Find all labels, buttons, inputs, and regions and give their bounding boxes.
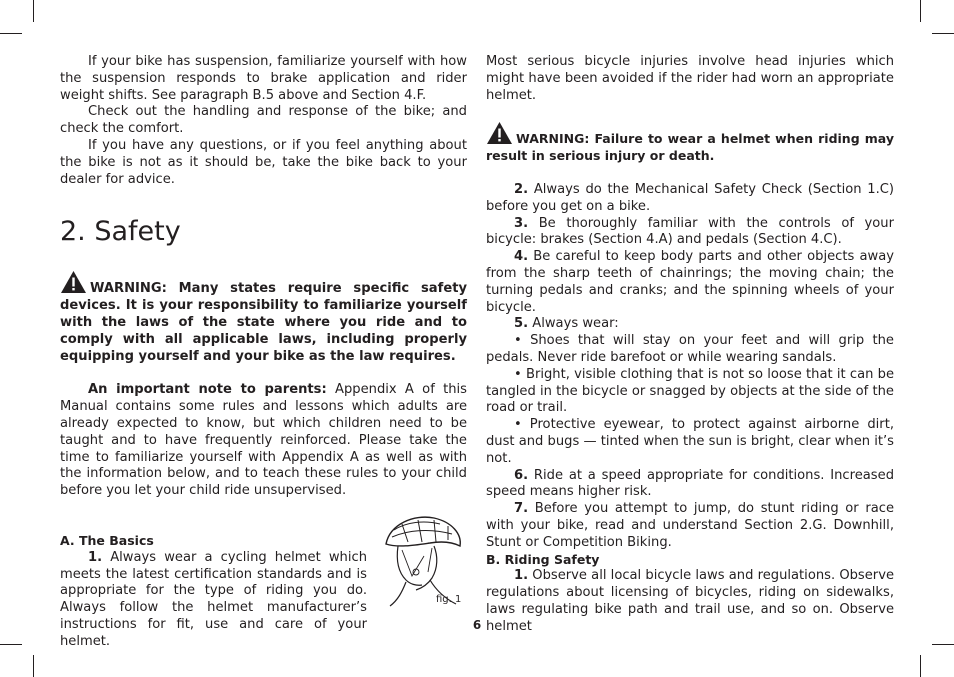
item-text: Ride at a speed appropriate for conditions. Increased speed means higher risk. bbox=[486, 467, 894, 500]
item-number: 1. bbox=[88, 549, 103, 565]
paragraph: If you have any questions, or if you feel anything about the bike is not as it should be, take the bike back to your dealer for advice. bbox=[60, 137, 467, 187]
paragraph: If your bike has suspension, familiarize yourself with how the suspension responds to brake application and rider weight shifts. See paragraph B.5 above and Section 4.F. bbox=[60, 54, 467, 103]
crop-mark bbox=[0, 33, 22, 34]
right-column bbox=[486, 54, 894, 636]
item-text: Be thoroughly familiar with the controls of your bicycle: brakes (Section 4.A) and pedals (Section 4.C). bbox=[486, 215, 894, 248]
warning-triangle-icon bbox=[60, 270, 87, 294]
warning-text: WARNING: Failure to wear a helmet when riding may result in serious injury or death. bbox=[486, 131, 894, 164]
subsection-heading: B. Riding Safety bbox=[486, 551, 600, 567]
paragraph: Most serious bicycle injuries involve head injuries which might have been avoided if the rider had worn an appropriate helmet. bbox=[486, 54, 894, 103]
spacer bbox=[486, 165, 894, 182]
crop-mark bbox=[33, 655, 34, 677]
item-number: 1. bbox=[514, 568, 529, 584]
list-item bbox=[486, 316, 894, 333]
parents-text: Appendix A of this Manual contains some rules and lessons which adults are already expected to know, but which children need to be taught and to have frequently reinforced. Please take the time to familiarize yourself with Appendix A as well as with the information below, and to teach these rules to your child before you let your child ride unsupervised. bbox=[60, 382, 467, 499]
spacer bbox=[486, 104, 894, 121]
subsection-heading: A. The Basics bbox=[60, 532, 154, 548]
crop-mark bbox=[920, 0, 921, 22]
section-heading: 2. Safety bbox=[60, 216, 181, 248]
warning-paragraph bbox=[486, 121, 894, 165]
item-text: Always wear: bbox=[528, 316, 619, 332]
bullet-item: • Protective eyewear, to protect against airborne dirt, dust and bugs — tinted when the sun is bright, clear when it’s not. bbox=[486, 417, 894, 466]
item-number: 6. bbox=[514, 467, 529, 483]
list-item bbox=[486, 216, 894, 250]
item-text: Always do the Mechanical Safety Check (Section 1.C) before you get on a bike. bbox=[486, 181, 894, 214]
item-number: 4. bbox=[514, 249, 529, 265]
warning-triangle-icon bbox=[486, 121, 513, 145]
item-text: Before you attempt to jump, do stunt riding or race with your bike, read and understand Section 2.G. Downhill, Stunt or Competition Biking. bbox=[486, 501, 894, 550]
parents-label: An important note to parents: bbox=[88, 382, 327, 398]
spacer bbox=[60, 365, 467, 382]
crop-mark bbox=[920, 655, 921, 677]
parents-note bbox=[60, 382, 467, 500]
page-number: 6 bbox=[472, 618, 482, 632]
warning-text: WARNING: Many states require specific safety devices. It is your responsibility to familiarize yourself with the laws of the state where you ride and to comply with all applicable laws, including properly equipping yourself and your bike as the law requires. bbox=[60, 281, 467, 364]
crop-mark bbox=[932, 33, 954, 34]
list-item bbox=[486, 182, 894, 216]
paragraph: Check out the handling and response of the bike; and check the comfort. bbox=[60, 104, 467, 137]
list-item bbox=[486, 249, 894, 316]
list-item bbox=[60, 550, 367, 651]
bullet-item: • Bright, visible clothing that is not so loose that it can be tangled in the bicycle or snagged by objects at the side of the road or trail. bbox=[486, 366, 894, 416]
figure-label: fig. 1 bbox=[436, 594, 462, 605]
bullet-item: • Shoes that will stay on your feet and will grip the pedals. Never ride barefoot or while wearing sandals. bbox=[486, 333, 894, 365]
crop-mark bbox=[932, 644, 954, 645]
crop-mark bbox=[33, 0, 34, 22]
item-number: 3. bbox=[514, 215, 529, 231]
crop-mark bbox=[0, 644, 22, 645]
item-text: Observe all local bicycle laws and regulations. Observe regulations about licensing of bicycles, riding on sidewalks, laws regulating bike path and trail use, and so on. Observe helmet bbox=[486, 568, 894, 634]
item-number: 7. bbox=[514, 501, 529, 517]
list-item bbox=[486, 501, 894, 551]
item-number: 5. bbox=[514, 316, 529, 332]
list-item bbox=[486, 468, 894, 502]
item-number: 2. bbox=[514, 181, 529, 197]
item-text: Always wear a cycling helmet which meets the latest certification standards and is appropriate for the type of riding you do. Always follow the helmet manufacturer’s instructions for fit, use and care of your helmet. bbox=[60, 549, 367, 649]
item-text: Be careful to keep body parts and other objects away from the sharp teeth of chainrings; the moving chain; the turning pedals and cranks; and the spinning wheels of your bicycle. bbox=[486, 249, 894, 315]
warning-paragraph bbox=[60, 270, 467, 365]
